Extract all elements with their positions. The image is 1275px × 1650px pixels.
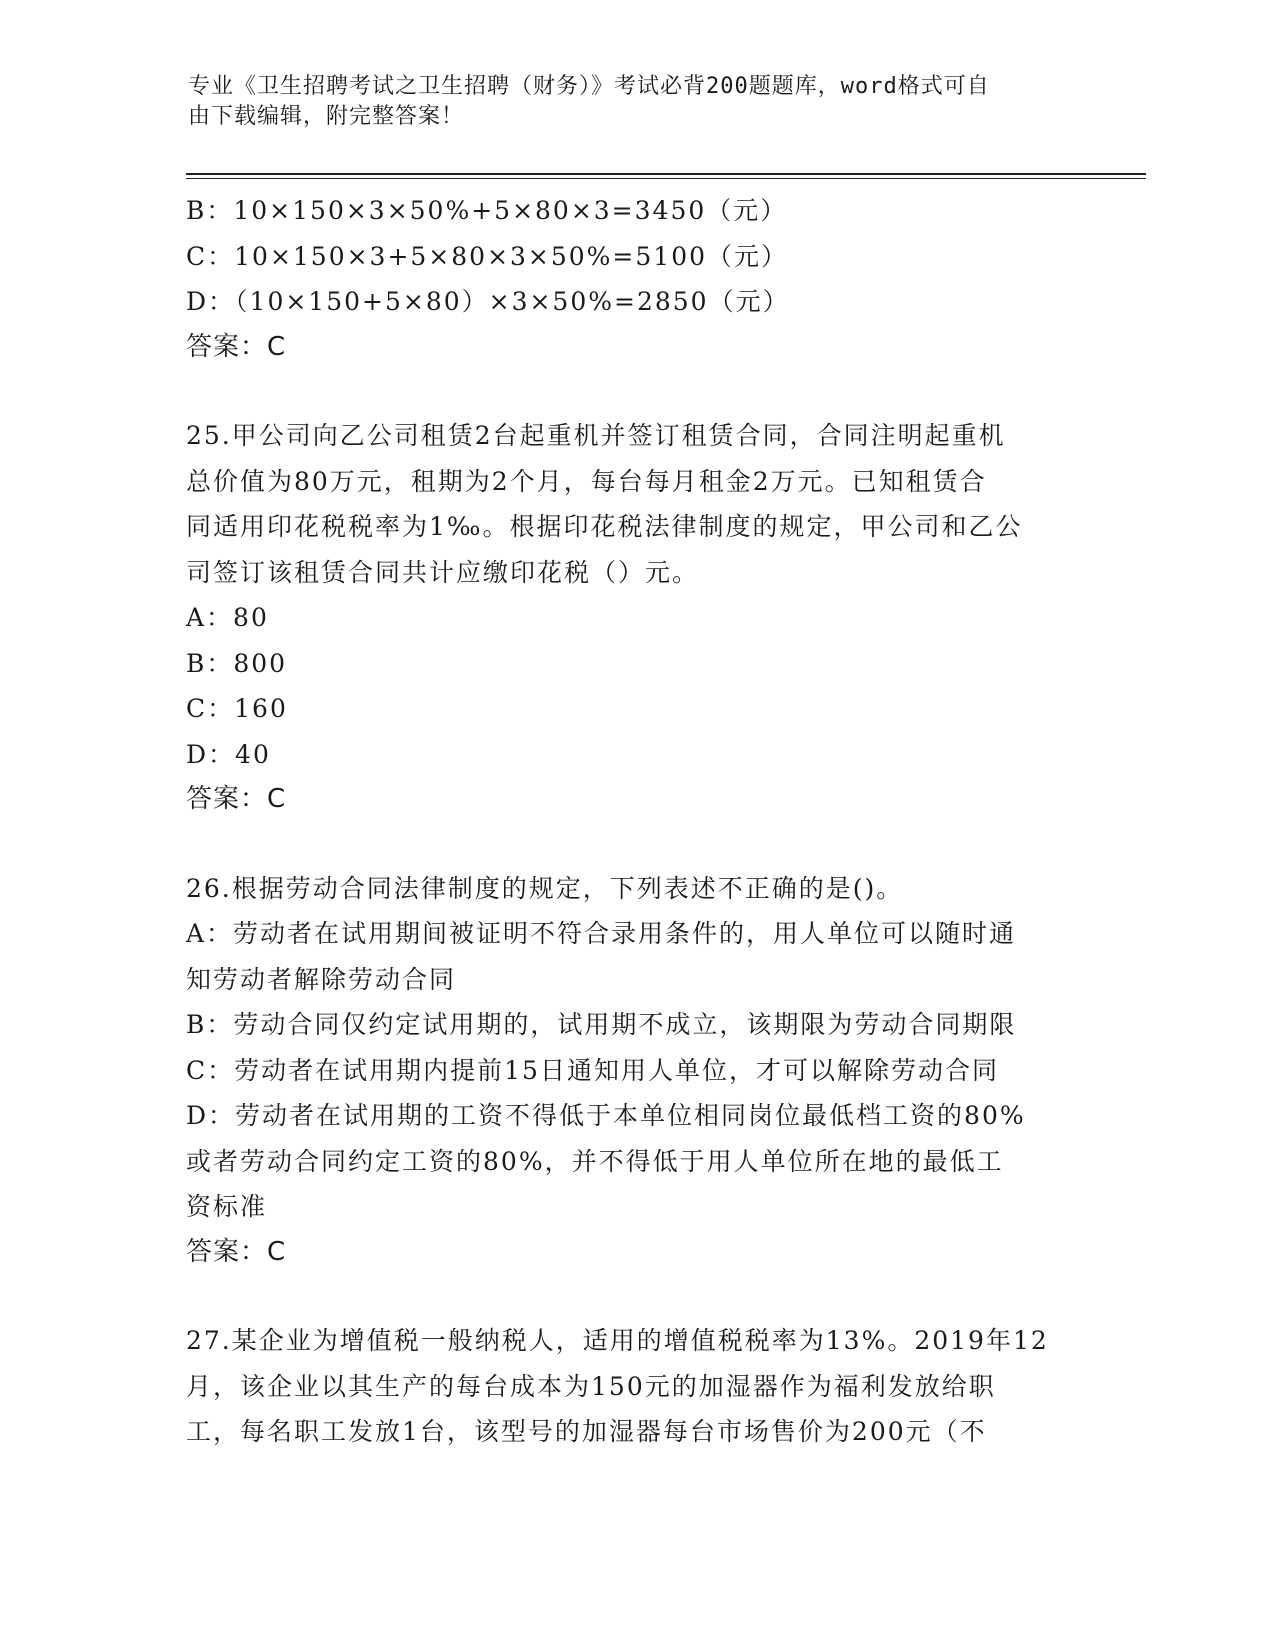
header-line-2: 由下载编辑，附完整答案！ xyxy=(188,104,465,129)
header-line-1: 专业《卫生招聘考试之卫生招聘（财务）》考试必背200题题库，word格式可自 xyxy=(188,74,990,99)
q26-line: C：劳动者在试用期内提前15日通知用人单位，才可以解除劳动合同 xyxy=(186,1055,999,1085)
spacer xyxy=(186,370,1086,413)
q25-option-c: C：160 xyxy=(186,694,288,723)
q27-stem-line: 工，每名职工发放1台，该型号的加湿器每台市场售价为200元（不 xyxy=(186,1417,987,1446)
q25-stem-line: 总价值为80万元，租期为2个月，每台每月租金2万元。已知租赁合 xyxy=(186,466,987,496)
spacer xyxy=(186,1275,1086,1318)
q27-stem-line: 月，该企业以其生产的每台成本为150元的加湿器作为福利发放给职 xyxy=(186,1371,996,1401)
q25-option-b: B：800 xyxy=(186,648,288,678)
q24-answer: 答案：C xyxy=(186,331,287,362)
q26-line: 资标准 xyxy=(186,1192,268,1221)
question-26 xyxy=(186,866,1086,1276)
q25-option-d: D：40 xyxy=(186,739,271,769)
q24-option-d: D：（10×150+5×80）×3×50%=2850（元） xyxy=(186,287,790,316)
q26-line: B：劳动合同仅约定试用期的，试用期不成立，该期限为劳动合同期限 xyxy=(186,1010,1017,1039)
q26-line: 知劳动者解除劳动合同 xyxy=(186,964,457,994)
q24-option-c: C：10×150×3+5×80×3×50%=5100（元） xyxy=(186,241,789,271)
q25-answer: 答案：C xyxy=(186,784,287,814)
question-24-tail xyxy=(186,188,1086,370)
document-header xyxy=(188,72,1088,132)
q26-line: D：劳动者在试用期的工资不得低于本单位相同岗位最低档工资的80% xyxy=(186,1101,1026,1130)
header-divider-thin xyxy=(186,178,1146,179)
q25-stem-line: 25.甲公司向乙公司租赁2台起重机并签订租赁合同，合同注明起重机 xyxy=(186,421,1006,450)
question-27 xyxy=(186,1318,1086,1455)
document-body xyxy=(186,188,1086,1455)
spacer xyxy=(186,823,1086,866)
q24-option-b: B：10×150×3×50%+5×80×3=3450（元） xyxy=(186,196,788,225)
q26-line: A：劳动者在试用期间被证明不符合录用条件的，用人单位可以随时通 xyxy=(186,919,1017,948)
q26-line: 或者劳动合同约定工资的80%，并不得低于用人单位所在地的最低工 xyxy=(186,1146,1004,1176)
q25-stem-line: 同适用印花税税率为1‰。根据印花税法律制度的规定，甲公司和乙公 xyxy=(186,512,1023,541)
question-25 xyxy=(186,413,1086,823)
q25-option-a: A：80 xyxy=(186,603,269,632)
header-divider-thick xyxy=(186,173,1146,175)
q26-line: 26.根据劳动合同法律制度的规定，下列表述不正确的是()。 xyxy=(186,873,904,903)
q25-stem-line: 司签订该租赁合同共计应缴印花税（）元。 xyxy=(186,557,700,587)
q26-answer: 答案：C xyxy=(186,1236,287,1267)
q27-stem-line: 27.某企业为增值税一般纳税人，适用的增值税税率为13%。2019年12 xyxy=(186,1326,1049,1355)
